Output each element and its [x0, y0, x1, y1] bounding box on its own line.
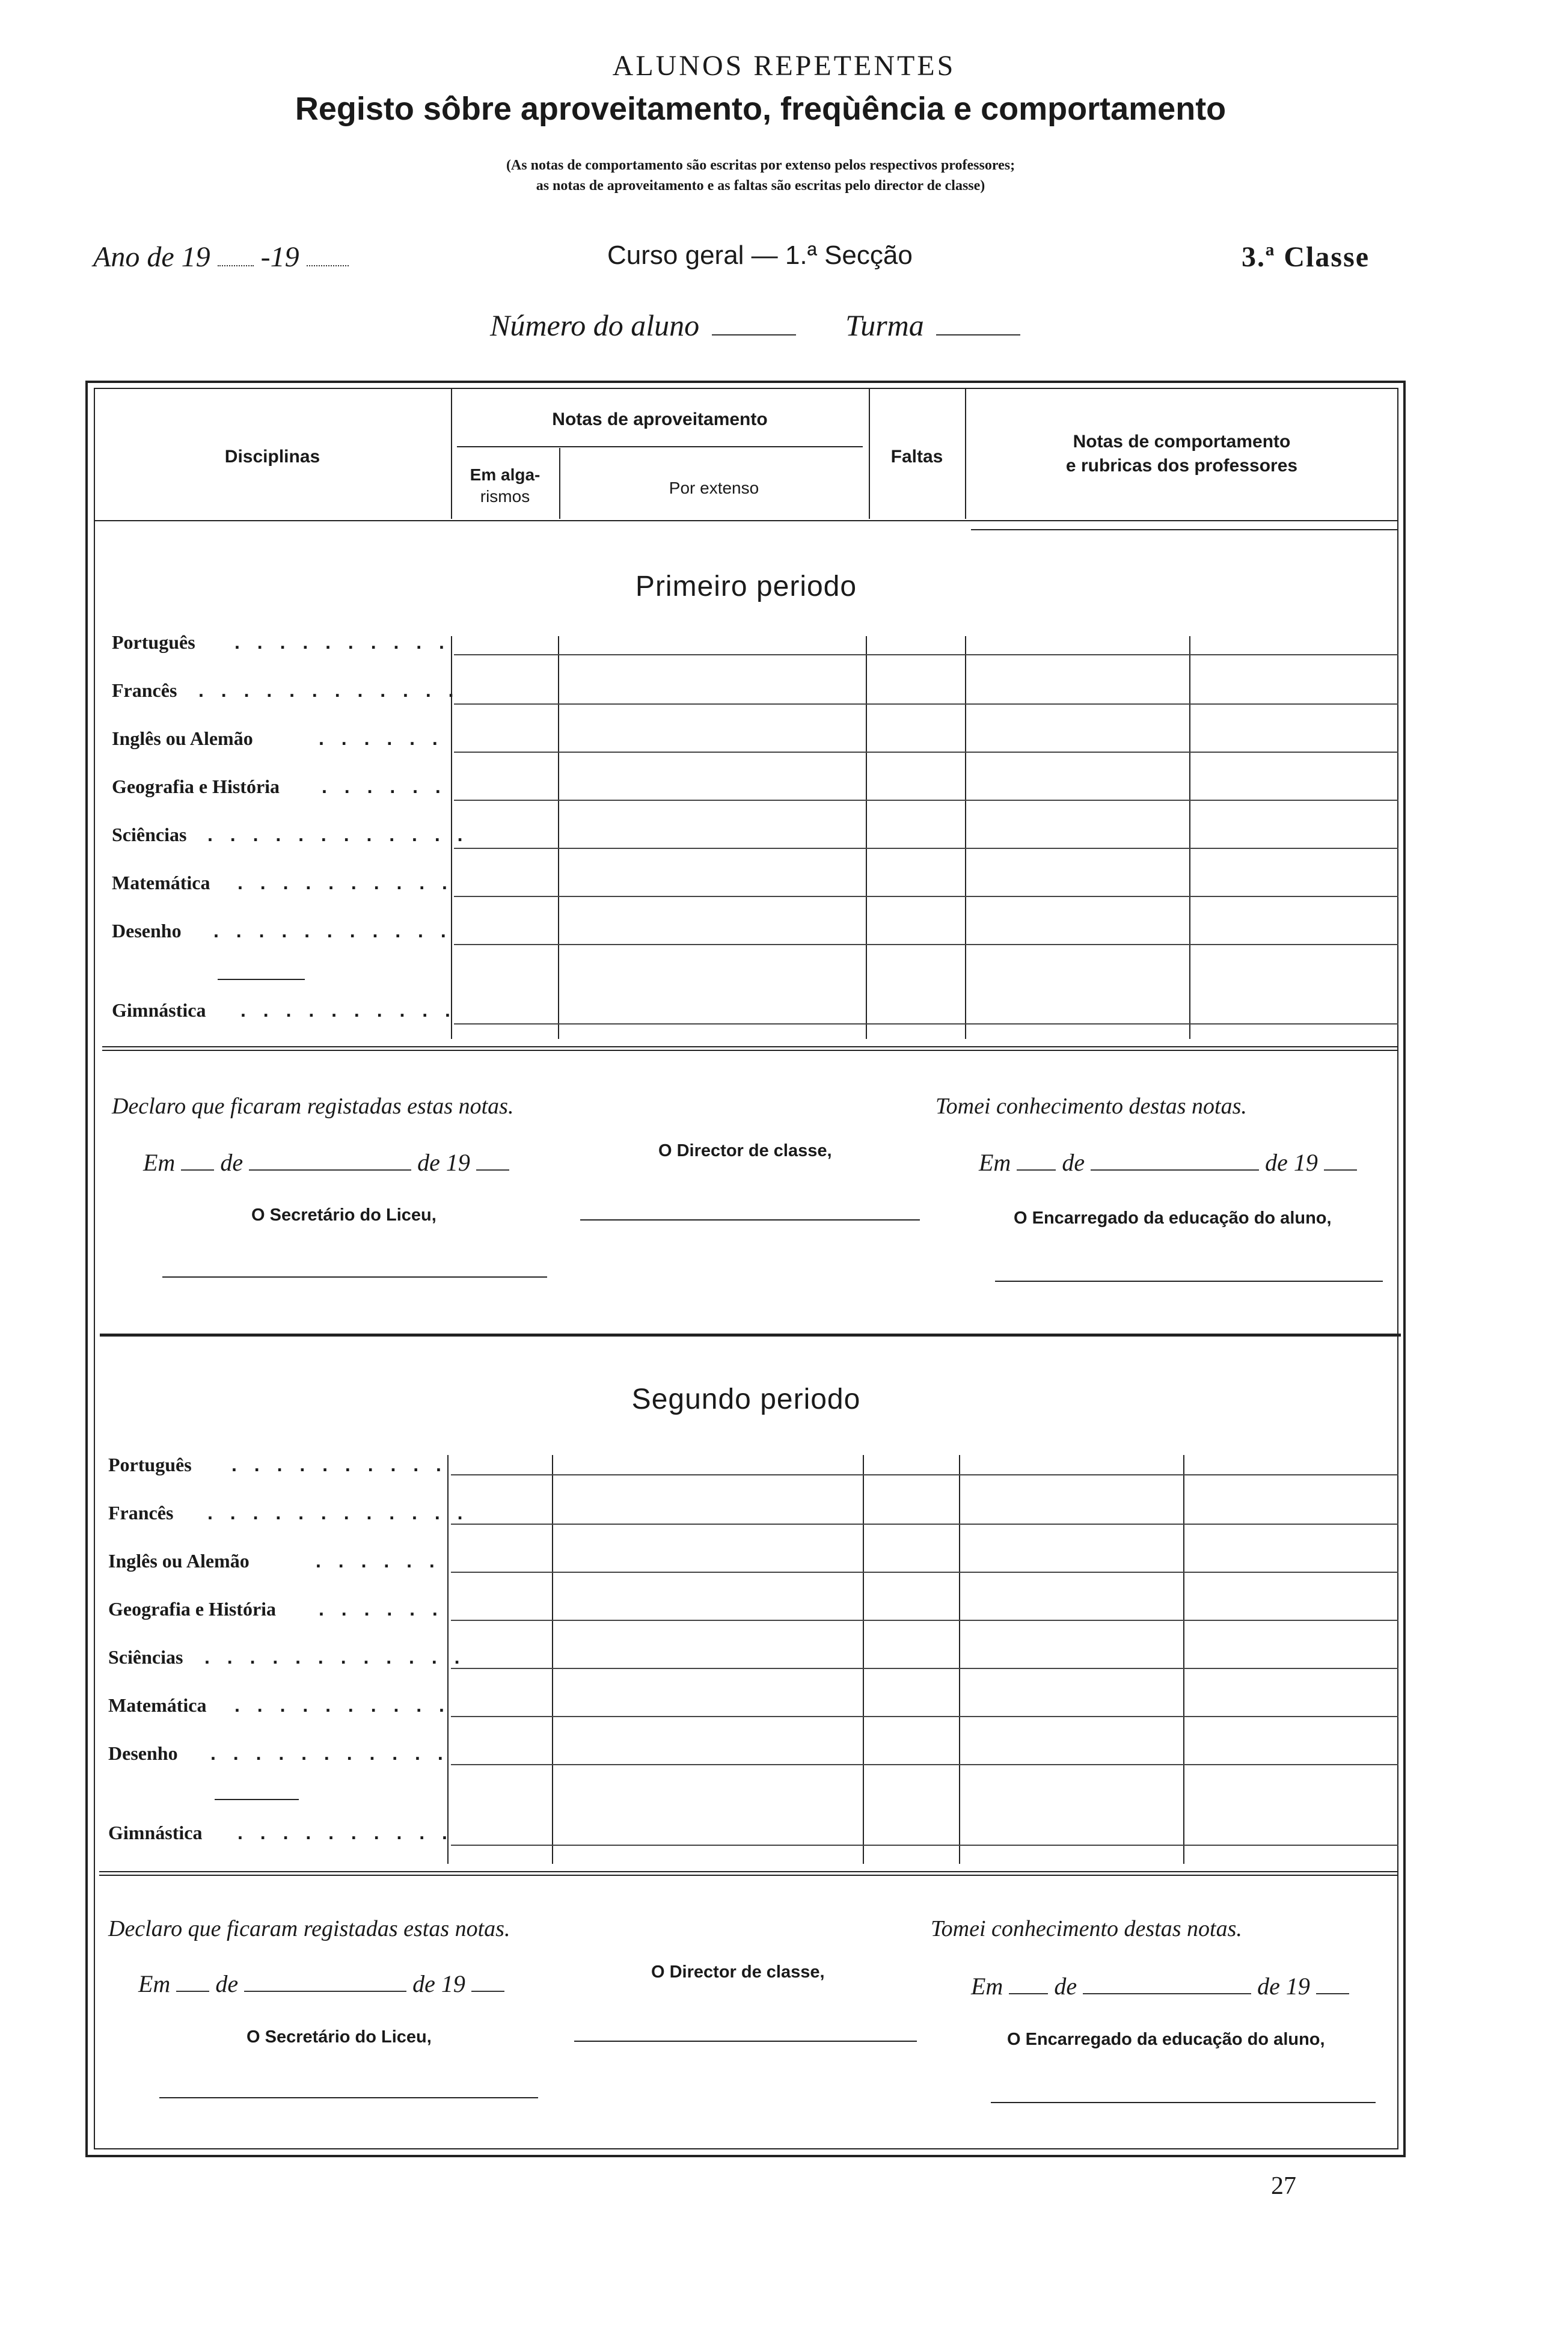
p2-row-line: [451, 1716, 1398, 1717]
subject-portugues: Português: [108, 1454, 192, 1475]
p2-encarregado-signature-line: [991, 2102, 1376, 2103]
hdr-bottom-line: [94, 520, 1398, 521]
p2-encarregado-label: O Encarregado da educação do aluno,: [1007, 2030, 1325, 2049]
p2-bottom-double-line: [99, 1871, 1398, 1876]
leader-dots: . . . . . . . . . .: [240, 999, 456, 1021]
leader-dots: . . . . . . . . . .: [237, 872, 453, 893]
de-blank: [249, 1169, 411, 1171]
de-blank: [1091, 1169, 1259, 1171]
p1-encarregado-signature-line: [995, 1281, 1383, 1282]
curso-label: Curso geral — 1.ª Secção: [607, 240, 913, 270]
p2-secretario-signature-line: [159, 2097, 538, 2098]
subject-gimnastica: Gimnástica: [112, 999, 206, 1021]
p2-row-line: [451, 1524, 1398, 1525]
leader-dots: . . . . . . . . . .: [234, 1694, 450, 1716]
p2-col-3: [863, 1455, 864, 1864]
p2-row-line: [451, 1668, 1398, 1669]
numero-blank: [712, 334, 796, 335]
ano-blank-2: [307, 265, 349, 266]
hdr-em-algarismos-1: Em alga-: [470, 465, 541, 484]
leader-dots: . . . . . . . . . . . .: [207, 824, 469, 845]
ano-field: [93, 240, 349, 274]
subject-ingles-alemao: Inglês ou Alemão: [108, 1550, 250, 1572]
leader-dots: . . . . . . . . . .: [237, 1822, 453, 1843]
hdr-disciplinas: Disciplinas: [224, 447, 320, 467]
p1-col-2: [558, 636, 559, 1039]
p2-col-1: [447, 1455, 449, 1864]
de-blank: [1083, 1993, 1251, 1994]
subject-portugues: Português: [112, 631, 195, 653]
p1-encarregado-label: O Encarregado da educação do aluno,: [1014, 1208, 1332, 1228]
leader-dots: . . . . . . . . . .: [231, 1454, 447, 1475]
hdr-notas-comportamento-1: Notas de comportamento: [1073, 432, 1291, 452]
p2-row-line: [451, 1620, 1398, 1621]
p1-col-5: [1189, 636, 1190, 1039]
p1-col-1: [451, 636, 452, 1039]
p1-row-line: [454, 654, 1398, 655]
p1-secretario-signature-line: [162, 1276, 547, 1278]
em-blank: [1017, 1169, 1056, 1171]
p1-col-3: [866, 636, 867, 1039]
p1-secretario-label: O Secretário do Liceu,: [251, 1205, 436, 1225]
leader-dots: . . . . . . . . . . .: [213, 920, 452, 942]
p2-director-signature-line: [574, 2041, 917, 2042]
p2-row-line: [451, 1474, 1398, 1475]
p2-col-2: [552, 1455, 553, 1864]
year-blank: [471, 1991, 504, 1992]
numero-label: Número do aluno: [490, 308, 700, 342]
subject-sciencias: Sciências: [108, 1646, 183, 1668]
turma-blank: [936, 334, 1020, 335]
year-blank: [1324, 1169, 1357, 1171]
em-label: Em: [971, 1973, 1003, 2000]
hdr-notas-aproveitamento: Notas de aproveitamento: [552, 409, 768, 429]
leader-dots: . . . . . .: [319, 1598, 444, 1620]
desenho-underline: [218, 979, 305, 980]
em-label: Em: [143, 1149, 176, 1176]
year-blank: [1316, 1993, 1349, 1994]
year-blank: [476, 1169, 509, 1171]
p1-row-line: [454, 703, 1398, 705]
leader-dots: . . . . . . . . . . . .: [204, 1646, 466, 1668]
p2-secretario-label: O Secretário do Liceu,: [247, 2027, 432, 2047]
p2-tomei: Tomei conhecimento destas notas.: [931, 1916, 1242, 1941]
subject-frances: Francês: [108, 1502, 174, 1524]
subject-gimnastica: Gimnástica: [108, 1822, 203, 1843]
subject-matematica: Matemática: [108, 1694, 207, 1716]
p2-col-5: [1183, 1455, 1184, 1864]
de-blank: [244, 1991, 406, 1992]
em-blank: [1009, 1993, 1048, 1994]
desenho-underline: [215, 1799, 299, 1800]
subject-desenho: Desenho: [112, 920, 182, 942]
p1-director-signature-line: [580, 1219, 920, 1221]
de-label: de: [220, 1149, 243, 1176]
em-blank: [181, 1169, 214, 1171]
de-label: de: [1062, 1149, 1085, 1176]
subject-frances: Francês: [112, 679, 177, 701]
hdr-notas-comportamento-2: e rubricas dos professores: [1065, 456, 1298, 476]
de19-label: de 19: [1265, 1149, 1318, 1176]
note-line-2: as notas de aproveitamento e as faltas são escritas pelo director de classe): [536, 178, 985, 194]
hdr-por-extenso: Por extenso: [669, 479, 759, 497]
p1-row-line: [454, 800, 1398, 801]
period-2-title: Segundo periodo: [631, 1383, 861, 1415]
note-line-1: (As notas de comportamento são escritas por extenso pelos respectivos professores;: [506, 158, 1015, 173]
leader-dots: . . . . . .: [319, 728, 444, 749]
hdr-subline: [457, 446, 863, 447]
p1-tomei: Tomei conhecimento destas notas.: [936, 1094, 1247, 1119]
p2-row-line: [451, 1572, 1398, 1573]
subject-geografia-historia: Geografia e História: [108, 1598, 277, 1620]
leader-dots: . . . . . .: [316, 1550, 441, 1572]
de19-label: de 19: [1257, 1973, 1310, 2000]
p1-row-line: [454, 1023, 1398, 1025]
p1-director-label: O Director de classe,: [658, 1141, 832, 1160]
hdr-em-algarismos-2: rismos: [480, 487, 530, 506]
page-number: 27: [1271, 2172, 1296, 2200]
p1-row-line: [454, 752, 1398, 753]
hdr-faltas: Faltas: [890, 447, 943, 467]
p1-bottom-double-line: [102, 1046, 1398, 1051]
p1-date-right: [979, 1148, 1357, 1177]
de19-label: de 19: [412, 1970, 465, 1997]
p1-row-line: [454, 848, 1398, 849]
p2-row-line: [451, 1845, 1398, 1846]
subject-desenho: Desenho: [108, 1742, 178, 1764]
em-label: Em: [979, 1149, 1011, 1176]
p1-declaro: Declaro que ficaram registadas estas notas.: [112, 1094, 514, 1119]
hdr-bottom-line-2: [971, 529, 1398, 530]
main-title: Registo sôbre aproveitamento, freqùência e comportamento: [295, 91, 1227, 127]
p2-director-label: O Director de classe,: [651, 1962, 825, 1982]
p1-col-4: [965, 636, 966, 1039]
em-blank: [176, 1991, 209, 1992]
leader-dots: . . . . . . . . . . . .: [198, 679, 460, 701]
leader-dots: . . . . . . . . . .: [234, 631, 450, 653]
de-label: de: [215, 1970, 239, 1997]
p2-declaro: Declaro que ficaram registadas estas notas.: [108, 1916, 510, 1941]
p2-date-left: [138, 1970, 504, 1998]
leader-dots: . . . . . .: [322, 776, 447, 797]
p1-date-left: [143, 1148, 509, 1177]
subject-sciencias: Sciências: [112, 824, 187, 845]
leader-dots: . . . . . . . . . . . .: [207, 1502, 469, 1524]
hdr-em-algarismos: [451, 464, 559, 507]
hdr-notas-comportamento: [965, 430, 1398, 478]
p2-date-right: [971, 1972, 1349, 2000]
classe-label: 3.ª Classe: [1242, 241, 1370, 273]
p1-row-line: [454, 944, 1398, 945]
leader-dots: . . . . . . . . . . .: [210, 1742, 449, 1764]
p2-row-line: [451, 1764, 1398, 1765]
period-1-title: Primeiro periodo: [635, 571, 857, 602]
ano-blank-1: [218, 265, 254, 266]
subject-matematica: Matemática: [112, 872, 210, 893]
de19-label: de 19: [417, 1149, 470, 1176]
subject-geografia-historia: Geografia e História: [112, 776, 280, 797]
em-label: Em: [138, 1970, 171, 1997]
ano-sep: -19: [260, 241, 299, 273]
ano-label: Ano de 19: [93, 241, 210, 273]
turma-label: Turma: [845, 308, 924, 342]
numero-field: [490, 308, 1020, 343]
period-separator: [100, 1334, 1401, 1337]
subject-ingles-alemao: Inglês ou Alemão: [112, 728, 253, 749]
p1-row-line: [454, 896, 1398, 897]
p2-col-4: [959, 1455, 960, 1864]
top-title: ALUNOS REPETENTES: [612, 50, 956, 82]
de-label: de: [1054, 1973, 1077, 2000]
